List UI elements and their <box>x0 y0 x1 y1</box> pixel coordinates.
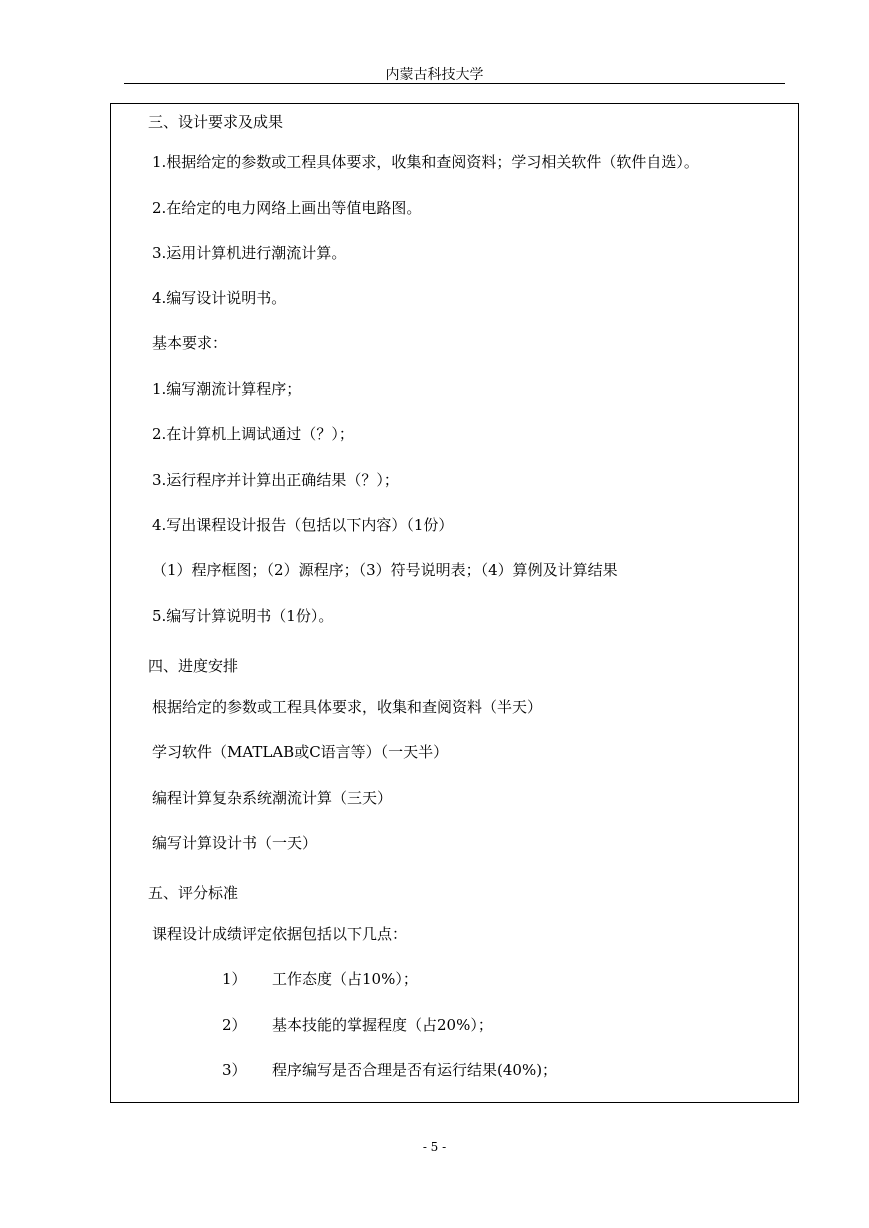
basic-requirement-item: 4.写出课程设计报告（包括以下内容）（1份） <box>152 516 454 534</box>
schedule-item: 编写计算设计书（一天） <box>152 834 318 852</box>
section3-item: 1.根据给定的参数或工程具体要求，收集和查阅资料；学习相关软件（软件自选）。 <box>152 153 699 171</box>
schedule-item: 学习软件（MATLAB或C语言等）（一天半） <box>152 743 449 761</box>
grading-intro: 课程设计成绩评定依据包括以下几点： <box>152 925 408 943</box>
header-divider <box>124 83 785 84</box>
criterion-number: 2） <box>222 1016 247 1034</box>
schedule-item: 根据给定的参数或工程具体要求，收集和查阅资料（半天） <box>152 698 543 716</box>
criterion-number: 1） <box>222 970 247 988</box>
basic-requirement-item: （1）程序框图；（2）源程序；（3）符号说明表；（4）算例及计算结果 <box>152 561 618 579</box>
basic-requirement-item: 5.编写计算说明书（1份）。 <box>152 607 334 625</box>
basic-requirement-item: 3.运行程序并计算出正确结果（？）； <box>152 471 399 489</box>
section4-heading: 四、进度安排 <box>148 657 239 675</box>
section3-item: 2.在给定的电力网络上画出等值电路图。 <box>152 199 422 217</box>
criterion-text: 基本技能的掌握程度（占20%）； <box>272 1016 493 1034</box>
basic-requirement-item: 1.编写潮流计算程序； <box>152 380 302 398</box>
section3-heading: 三、设计要求及成果 <box>148 113 284 131</box>
basic-requirement-item: 2.在计算机上调试通过（？）； <box>152 425 354 443</box>
page-number: - 5 - <box>422 1140 447 1154</box>
criterion-text: 工作态度（占10%）； <box>272 970 418 988</box>
page-header-title: 内蒙古科技大学 <box>385 67 484 83</box>
section3-item: 4.编写设计说明书。 <box>152 289 287 307</box>
section3-item: 3.运用计算机进行潮流计算。 <box>152 244 347 262</box>
section5-heading: 五、评分标准 <box>148 884 239 902</box>
basic-requirements-heading: 基本要求： <box>152 334 228 352</box>
criterion-number: 3） <box>222 1061 247 1079</box>
schedule-item: 编程计算复杂系统潮流计算（三天） <box>152 789 393 807</box>
criterion-text: 程序编写是否合理是否有运行结果(40%)； <box>272 1061 558 1079</box>
